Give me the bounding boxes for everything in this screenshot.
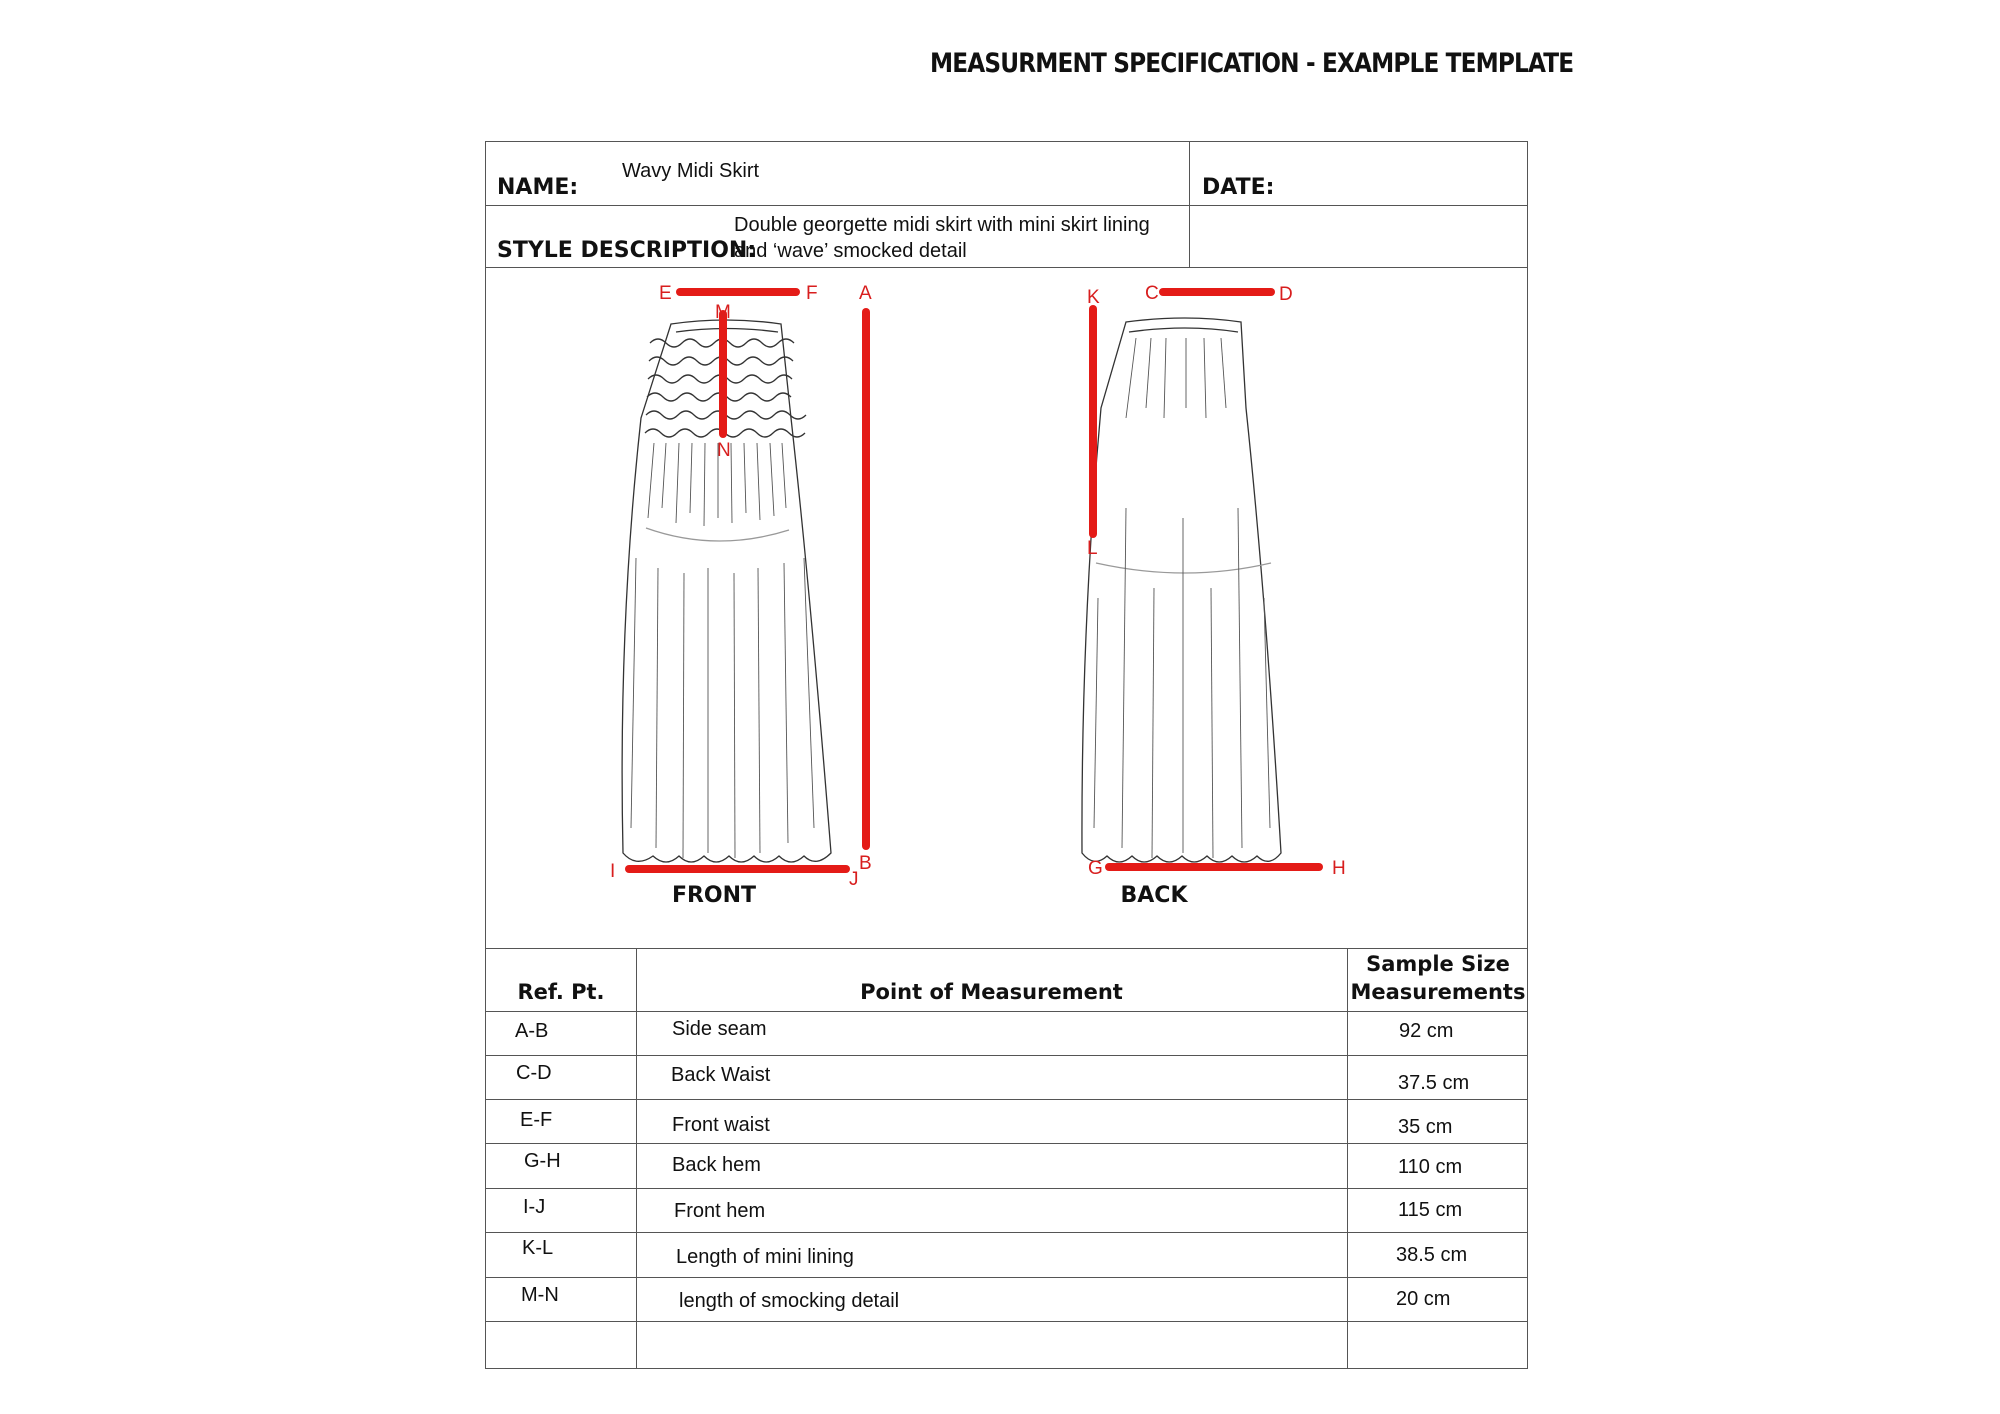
table-row-value[interactable]: 37.5 cm bbox=[1398, 1072, 1470, 1094]
table-row-pom: Length of mini lining bbox=[676, 1246, 854, 1268]
page-title: MEASURMENT SPECIFICATION - EXAMPLE TEMPLATE bbox=[930, 48, 1574, 79]
name-label: NAME: bbox=[497, 175, 579, 200]
point-b-label: B bbox=[859, 853, 872, 874]
table-row-ref: E-F bbox=[520, 1109, 553, 1131]
point-n-label: N bbox=[717, 440, 731, 461]
point-m-label: M bbox=[715, 302, 731, 323]
divider bbox=[486, 1277, 1527, 1278]
point-k-label: K bbox=[1087, 287, 1100, 308]
point-j-label: J bbox=[849, 869, 859, 890]
table-row-value[interactable]: 38.5 cm bbox=[1396, 1244, 1468, 1266]
table-row-ref: M-N bbox=[521, 1284, 559, 1306]
technical-drawing bbox=[486, 268, 1526, 948]
point-h-label: H bbox=[1332, 858, 1346, 879]
front-view-label: FRONT bbox=[671, 883, 757, 908]
back-view-label: BACK bbox=[1120, 883, 1188, 908]
table-row-pom: Back Waist bbox=[671, 1064, 771, 1086]
point-i-label: I bbox=[610, 861, 616, 882]
table-row-pom: Back hem bbox=[672, 1154, 761, 1176]
divider bbox=[486, 1011, 1527, 1012]
pom-header: Point of Measurement bbox=[860, 980, 1123, 1004]
divider bbox=[486, 948, 1527, 949]
table-row-value[interactable]: 20 cm bbox=[1396, 1288, 1451, 1310]
table-row-value[interactable]: 110 cm bbox=[1398, 1156, 1463, 1178]
name-field[interactable]: Wavy Midi Skirt bbox=[622, 160, 760, 182]
table-row-value[interactable]: 35 cm bbox=[1398, 1116, 1453, 1138]
divider bbox=[486, 1232, 1527, 1233]
table-row-ref: I-J bbox=[523, 1196, 546, 1218]
point-c-label: C bbox=[1145, 283, 1159, 304]
table-row-ref: K-L bbox=[522, 1237, 554, 1259]
table-row-ref: A-B bbox=[515, 1020, 549, 1042]
divider bbox=[1347, 948, 1348, 1368]
point-l-label: L bbox=[1087, 538, 1098, 559]
divider bbox=[486, 1143, 1527, 1144]
ref-pt-header: Ref. Pt. bbox=[517, 980, 605, 1004]
point-d-label: D bbox=[1279, 284, 1293, 305]
point-a-label: A bbox=[859, 283, 872, 304]
table-row-ref: C-D bbox=[516, 1062, 552, 1084]
table-row-pom: Side seam bbox=[672, 1018, 767, 1040]
table-row-ref: G-H bbox=[524, 1150, 561, 1172]
spec-sheet bbox=[485, 141, 1528, 1369]
point-g-label: G bbox=[1088, 858, 1103, 879]
divider bbox=[486, 1321, 1527, 1322]
divider bbox=[1189, 142, 1190, 267]
back-skirt-sketch bbox=[1082, 318, 1281, 862]
point-f-label: F bbox=[806, 283, 818, 304]
divider bbox=[486, 1099, 1527, 1100]
date-label: DATE: bbox=[1202, 175, 1275, 200]
table-row-pom: Front hem bbox=[674, 1200, 766, 1222]
table-row-value[interactable]: 115 cm bbox=[1398, 1199, 1463, 1221]
date-field[interactable] bbox=[1286, 175, 1486, 199]
table-row-pom: length of smocking detail bbox=[679, 1290, 900, 1312]
style-description-field[interactable]: Double georgette midi skirt with mini skirt lining and ‘wave’ smocked detail bbox=[734, 214, 1150, 262]
divider bbox=[486, 1188, 1527, 1189]
divider bbox=[486, 205, 1527, 206]
divider bbox=[486, 1055, 1527, 1056]
table-row-pom: Front waist bbox=[672, 1114, 770, 1136]
divider bbox=[636, 948, 637, 1368]
style-description-label: STYLE DESCRIPTION: bbox=[497, 238, 757, 263]
sample-size-header: Sample Size Measurements bbox=[1350, 952, 1526, 1004]
point-e-label: E bbox=[659, 283, 672, 304]
table-row-value[interactable]: 92 cm bbox=[1399, 1020, 1454, 1042]
